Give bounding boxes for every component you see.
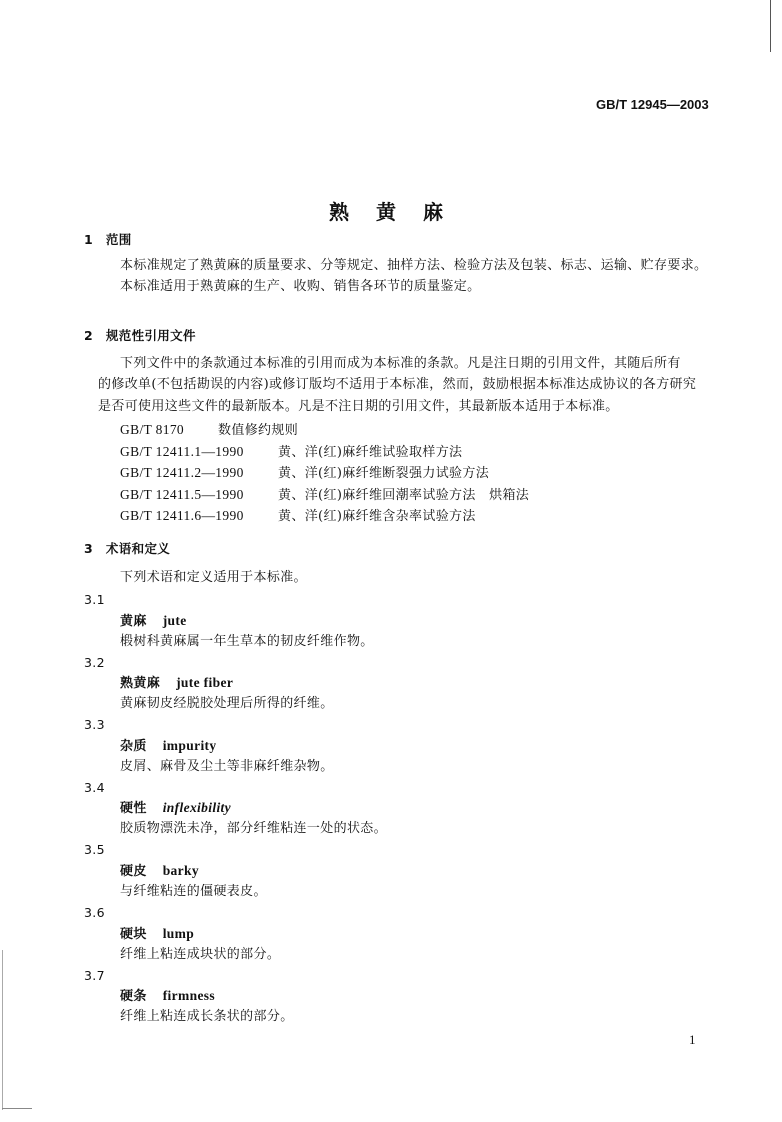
paragraph-line: 的修改单(不包括勘误的内容)或修订版均不适用于本标准，然而，鼓励根据本标准达成协议的各方研究 xyxy=(98,377,697,392)
term-number: 3.2 xyxy=(84,655,105,670)
section-heading-normative-references: 2 规范性引用文件 xyxy=(84,328,196,343)
reference-title: 黄、洋(红)麻纤维回潮率试验方法 烘箱法 xyxy=(278,488,530,503)
standard-number: GB/T 12945—2003 xyxy=(596,97,709,112)
section-heading-scope: 1 范围 xyxy=(84,232,132,247)
term-definition: 黄麻韧皮经脱胶处理后所得的纤维。 xyxy=(120,696,334,711)
term-zh: 硬皮 xyxy=(120,864,147,879)
reference-title: 黄、洋(红)麻纤维试验取样方法 xyxy=(278,445,463,460)
scan-edge-line xyxy=(770,0,771,52)
term-heading xyxy=(120,738,217,755)
term-zh: 杂质 xyxy=(120,739,147,754)
term-number: 3.1 xyxy=(84,592,105,607)
section-heading-terms-definitions: 3 术语和定义 xyxy=(84,541,171,556)
reference-title: 黄、洋(红)麻纤维含杂率试验方法 xyxy=(278,509,476,524)
term-heading xyxy=(120,926,194,943)
term-definition: 与纤维粘连的僵硬表皮。 xyxy=(120,884,267,899)
reference-item xyxy=(120,444,462,461)
term-zh: 硬性 xyxy=(120,801,147,816)
reference-item xyxy=(120,422,298,439)
paragraph-line: 本标准适用于熟黄麻的生产、收购、销售各环节的质量鉴定。 xyxy=(120,279,481,294)
reference-title: 数值修约规则 xyxy=(218,423,299,438)
document-title: 熟 黄 麻 xyxy=(329,200,453,224)
reference-item xyxy=(120,465,489,482)
term-definition: 纤维上粘连成长条状的部分。 xyxy=(120,1009,294,1024)
term-number: 3.6 xyxy=(84,905,105,920)
term-en: lump xyxy=(162,926,195,941)
term-definition: 纤维上粘连成块状的部分。 xyxy=(120,947,281,962)
term-definition: 胶质物漂洗未净，部分纤维粘连一处的状态。 xyxy=(120,821,388,836)
term-zh: 硬块 xyxy=(120,927,147,942)
term-en: jute xyxy=(162,613,187,628)
term-heading xyxy=(120,675,233,692)
term-zh: 黄麻 xyxy=(120,614,147,629)
term-zh: 熟黄麻 xyxy=(120,676,161,691)
reference-item xyxy=(120,508,476,525)
paragraph-line: 下列术语和定义适用于本标准。 xyxy=(120,570,307,585)
term-en: impurity xyxy=(162,738,217,753)
term-definition: 皮屑、麻骨及尘土等非麻纤维杂物。 xyxy=(120,759,334,774)
term-heading xyxy=(120,613,187,630)
term-en: barky xyxy=(162,863,199,878)
term-en: inflexibility xyxy=(162,800,231,815)
term-heading xyxy=(120,800,231,817)
scan-artifact xyxy=(2,950,3,1110)
term-heading xyxy=(120,988,215,1005)
term-number: 3.3 xyxy=(84,717,105,732)
reference-code: GB/T 12411.1—1990 xyxy=(120,444,244,459)
term-heading xyxy=(120,863,199,880)
term-en: jute fiber xyxy=(176,675,234,690)
page-number: 1 xyxy=(689,1032,696,1047)
paragraph-line: 下列文件中的条款通过本标准的引用而成为本标准的条款。凡是注日期的引用文件，其随后所有 xyxy=(120,356,681,371)
term-number: 3.4 xyxy=(84,780,105,795)
term-en: firmness xyxy=(162,988,215,1003)
reference-code: GB/T 12411.6—1990 xyxy=(120,508,244,523)
reference-code: GB/T 8170 xyxy=(120,422,185,437)
paragraph-line: 是否可使用这些文件的最新版本。凡是不注日期的引用文件，其最新版本适用于本标准。 xyxy=(98,399,619,414)
term-number: 3.7 xyxy=(84,968,105,983)
reference-code: GB/T 12411.2—1990 xyxy=(120,465,244,480)
reference-code: GB/T 12411.5—1990 xyxy=(120,487,244,502)
term-zh: 硬条 xyxy=(120,989,147,1004)
reference-title: 黄、洋(红)麻纤维断裂强力试验方法 xyxy=(278,466,490,481)
reference-item xyxy=(120,487,529,504)
term-definition: 椴树科黄麻属一年生草本的韧皮纤维作物。 xyxy=(120,634,374,649)
paragraph-line: 本标准规定了熟黄麻的质量要求、分等规定、抽样方法、检验方法及包装、标志、运输、贮存要求。 xyxy=(120,258,708,273)
scan-artifact xyxy=(2,1108,32,1109)
term-number: 3.5 xyxy=(84,842,105,857)
